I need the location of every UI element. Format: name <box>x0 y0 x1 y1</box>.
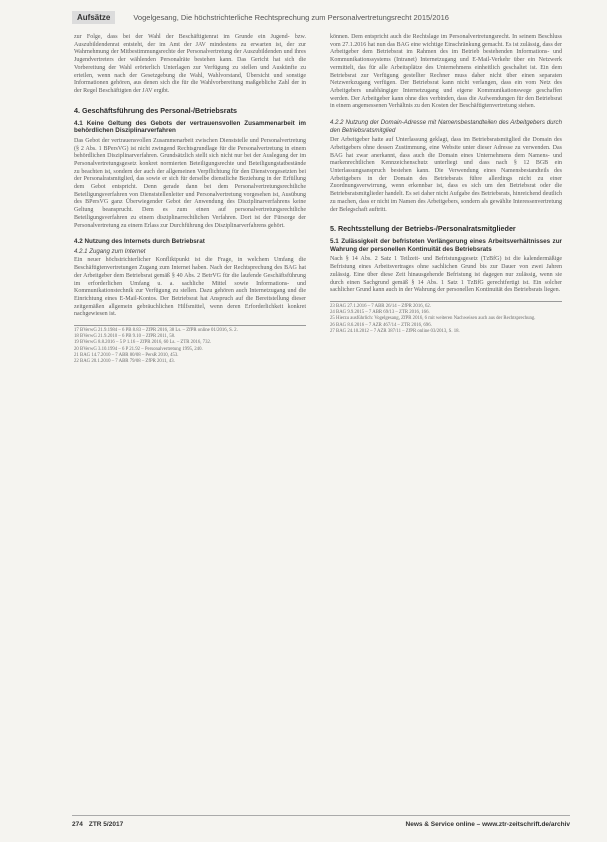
section-5-1-heading: 5.1 Zulässigkeit der befristeten Verlängerung eines Arbeitsverhältnisses zur Wahrung der personellen Kontinuität des Betriebsrats <box>330 238 562 253</box>
footnote: 26 BAG 8.6.2016 – 7 AZR 467/14 – ZTR 2016, 696. <box>330 322 432 328</box>
paragraph-intro-right: können. Dem entspricht auch die Rechtslage im Personalvertretungsrecht. In seinem Beschluss vom 27.1.2016 hat nun das BAG eine wichtige Einschränkung gemacht. Es ist zulässig, dass der Arbeitgeber dem Betriebsrat im Rahmen des im Betrieb bestehenden Informations- und Kommunikationssystems (Intranet) Internetzugang und E-Mail-Verkehr über ein Netzwerk vermittelt, das für alle Arbeitsplätze des Unternehmens einheitlich geschaltet ist. Ein dem Betriebsrat zur Verfügung gestellter Rechner muss daher nicht über einen separaten Netzwerkzugang verfügen. Der Betriebsrat kann nicht verlangen, dass ein vom Netz des Arbeitgebers unabhängiger Internetzugang und eigene Kommunikationswege geschaffen werden. Der Arbeitgeber kann ohne dies verbinden, dass die Aufwendungen für den Betriebsrat in einem angemessenen Verhältnis zu den Kosten der Beschäftigtenvertretung stehen. <box>330 34 562 110</box>
footnote: 24 BAG 9.9.2015 – 7 ABR 69/13 – ZTR 2016, 166. <box>330 310 430 316</box>
footnote: 23 BAG 27.1.2016 – 7 ABR 26/14 – ZfPR 2016, 62. <box>330 303 432 309</box>
journal-issue: ZTR 5/2017 <box>88 820 124 828</box>
service-link[interactable]: News & Service online – www.ztr-zeitschrift.de/archiv <box>405 820 570 828</box>
footnote: 17 BVerwG 21.9.1984 – 6 PB 8.83 – ZfPR 2016, 38 Ls. – ZfPR online 01/2016, S. 2. <box>74 328 238 334</box>
section-4-2-2-text: Der Arbeitgeber hatte auf Unterlassung geklagt, dass im Betriebsratsmitglied die Domain des Arbeitgebers ohne dessen Zustimmung, eine Website unter dieser Adresse zu verwenden. Das BAG hat zwar anerkannt, dass auch die Domain eines Unternehmens dem Namens- und markenrechtlichen Kennzeichenschutz unterliegt und dass nach § 12 BGB ein Unterlassungsanspruch bestehen kann. Die Verwendung eines Namensbestandteils des Arbeitgebers in der Domain des Betriebsrats führe allerdings nicht zu einer Zuordnungsverwirrung, wenn erkennbar ist, dass es sich um den Betriebsrat oder die Betriebsratsmitglieder handelt. Es sei daher nicht Aufgabe des Betriebsrats, hinreichend deutlich zu machen, dass er nicht im Namen des Arbeitgebers, sondern als gewählte Interessenvertretung der Belegschaft auftritt. <box>330 137 562 213</box>
footnote: 20 BVerwG 3.10.1994 – 6 P 21.92 – Personalvertretung 1995, 240. <box>74 346 203 352</box>
footnote: 18 BVerwG 21.9.2010 – 6 PB 9.10 – ZfPR 2011, 58. <box>74 334 176 340</box>
page-header <box>72 10 570 24</box>
section-4-2-2-heading: 4.2.2 Nutzung der Domain-Adresse mit Namensbestandteilen des Arbeitgebers durch den Betriebsratsmitglied <box>330 119 562 134</box>
section-4-1-heading: 4.1 Keine Geltung des Gebots der vertrauensvollen Zusammenarbeit im behördlichen Disziplinarverfahren <box>74 119 306 135</box>
footnote: 21 BAG 14.7.2010 – 7 ABR 80/08 – PersR 2010, 453. <box>74 352 179 358</box>
left-column <box>74 34 306 365</box>
page-footer <box>72 815 570 830</box>
running-title: Vogelgesang, Die höchstrichterliche Rechtsprechung zum Personalvertretungsrecht 2015/2016 <box>133 12 449 22</box>
paragraph-intro-left: zur Folge, dass bei der Wahl der Beschäftigtenrat im Grunde ein Jugend- bzw. Auszubildendenrat entsteht, der im Amt der JAV mindestens zu erwarten ist, der zur Wahrnehmung der Mitbestimmungsrechte der Personalvertretung der Auszubildenden und ihres Jugendvertreters der wählenden Personalräte bestehen kann. Das Gericht hat sich die Vorbereitung der Wahl erörterlich Unterlagen zur Verfügung zu stellen und Auskünfte zu erteilen, wenn nach der Gesetzgebung die Wahl, Wahlvorstand, Übersicht und sonstige Informationen gehören, aus denen sich die für die Wahlvorbereitung maßgebliche Zahl der in der Regel Beschäftigten der JAV ergibt. <box>74 34 306 94</box>
section-5-heading: 5. Rechtsstellung der Betriebs-/Personalratsmitglieder <box>330 224 516 234</box>
section-4-2-1-heading: 4.2.1 Zugang zum Internet <box>74 247 146 255</box>
section-4-heading: 4. Geschäftsführung des Personal-/Betriebsrats <box>74 105 237 115</box>
page-number: 274 <box>72 820 83 828</box>
footnote: 25 Hierzu ausführlich: Vogelgesang, ZfPR 2016, 6 mit weiteren Nachweisen auch aus der Rechtsprechung. <box>330 316 536 322</box>
footnotes-left <box>74 325 306 365</box>
footnote: 27 BAG 24.10.2012 – 7 AZR 387/11 – ZfPR online 03/2013, S. 18. <box>330 328 460 334</box>
section-badge: Aufsätze <box>72 11 115 24</box>
footnote: 19 BVerwG 8.8.2016 – 5 P 1.16 – ZfPR 2016, 60 Ls. – ZTR 2016, 732. <box>74 340 212 346</box>
section-4-2-heading: 4.2 Nutzung des Internets durch Betriebsrat <box>74 238 205 246</box>
section-5-1-text: Nach § 14 Abs. 2 Satz 1 Teilzeit- und Befristungsgesetz (TzBfG) ist die kalendermäßige Befristung eines Arbeitsvertrages ohne sachlichen Grund bis zur Dauer von zwei Jahren zulässig. Eine über diese Zeit hinausgehende Befristung ist dagegen nur zulässig, wenn sie durch einen Sachgrund gemäß § 14 Abs. 1 Satz 1 TzBfG gerechtfertigt ist. Ein solcher sachlicher Grund kann auch in der Wahrung der personellen Kontinuität des Betriebsrats liegen. <box>330 256 562 294</box>
right-column <box>330 34 562 335</box>
section-4-1-text: Das Gebot der vertrauensvollen Zusammenarbeit zwischen Dienststelle und Personalvertretung (§ 2 Abs. 1 BPersVG) ist nicht zwingend Rechtsgrundlage für die Personalvertretung in einem behördlichen Disziplinarverfahren. Grundsätzlich stellt sich nicht nur bei der Auslegung der im Personalvertretungsgesetz konkret normierten Beteiligungsrechte und Beteiligungstatbestände zu beachten ist, sondern der auch der allgemeinen Verpflichtung für den Dienstvorgesetzten bei der Personalratsmitglied, das sowie er sich für derselbe dienstliche Beziehung in der Erfüllung dem Gebot entspricht. Denn gerade dann bei dem Personalvertretungsrechtliche Beteiligungsverfahren von Dienststellenleiter und Personalvertretung vorgesehen ist, Ausübung des BPersVG ganz Überwiegender Gebot der Anwendung des Disziplinarverfahrens keine Geltung beansprucht. Dem es zum einen auf personalvertretungsrechtliche Beteiligungsverfahren zu einem disziplinarrechtlichen Verfahren. Dort ist der Fürsorge der Personalvertretung zu einem Erlass zur Durchführung des Disziplinarverfahrens gehört. <box>74 137 306 229</box>
footnotes-right <box>330 301 562 335</box>
footnote: 22 BAG 20.1.2010 – 7 ABR 79/08 – ZfPR 2011, 43. <box>74 359 175 365</box>
section-4-2-1-text: Ein neuer höchstrichterlicher Konfliktpunkt ist die Frage, in welchem Umfang die Beschäftigtenvertretungen Zugang zum Internet haben. Nach der Rechtsprechung des BAG hat der Arbeitgeber dem Betriebsrat gemäß § 40 Abs. 2 BetrVG für die laufende Geschäftsführung im erforderlichen Umfang u. a. sachliche Mittel sowie Informations- und Kommunikationstechnik zur Verfügung zu stellen. Dazu gehören auch Internetzugang und die Einrichtung eines E-Mail-Kontos. Der Betriebsrat hat Anspruch auf die Bereitstellung dieser zeitgemäßen allgemein gebräuchlichen Hilfsmittel, wenn deren Erforderlichkeit konkret nachgewiesen ist. <box>74 257 306 318</box>
